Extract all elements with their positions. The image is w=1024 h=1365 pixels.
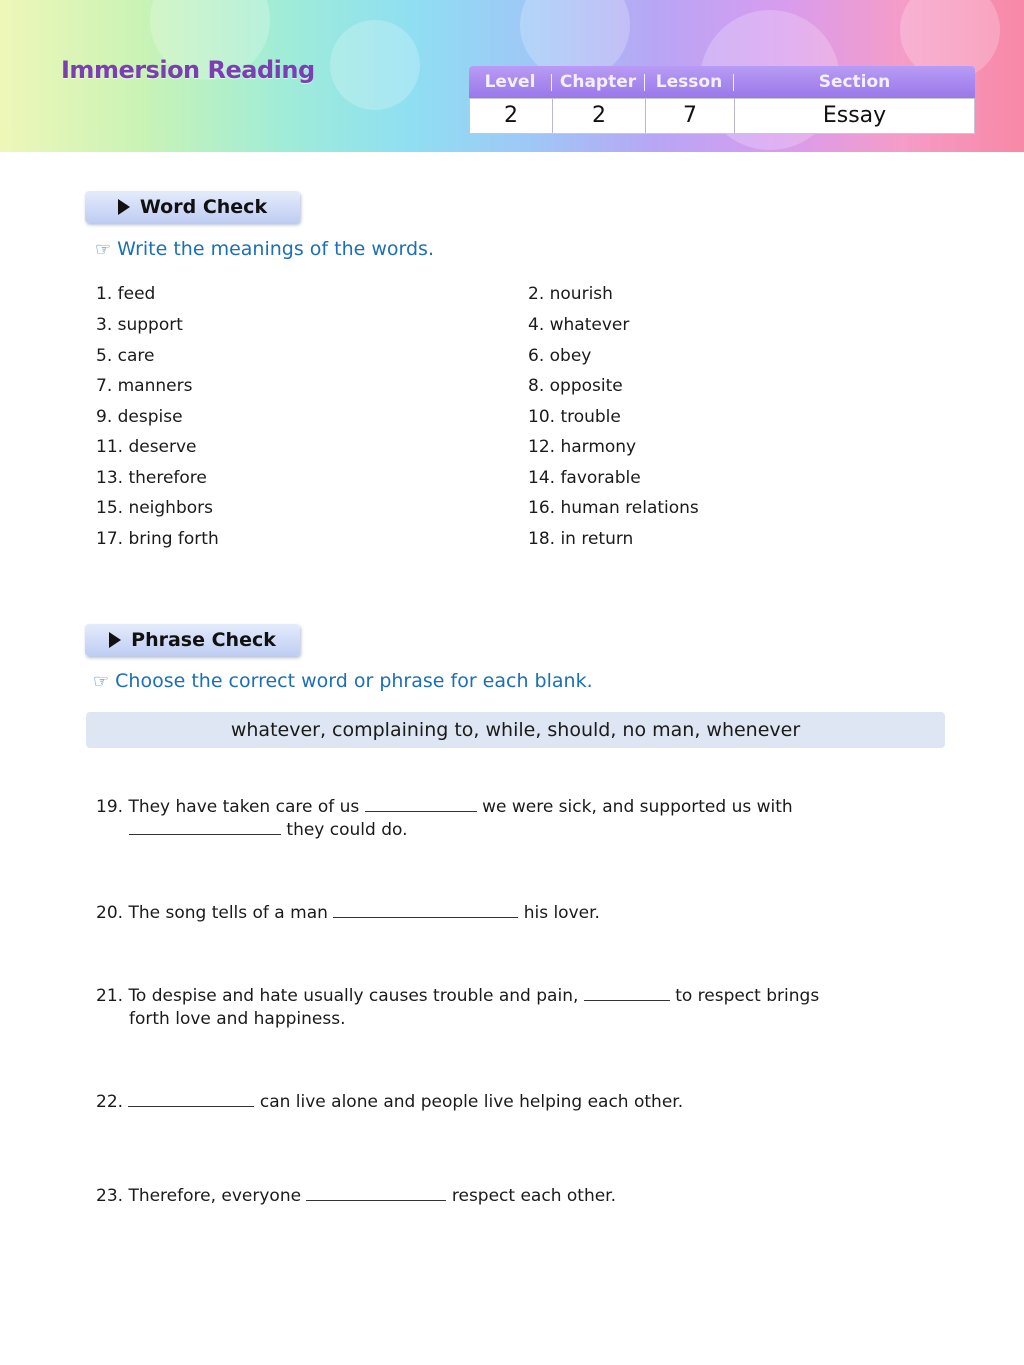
- vocab-item: 9. despise: [96, 407, 183, 427]
- question-19: [96, 796, 793, 842]
- vocab-item: 14. favorable: [528, 468, 641, 488]
- phrase-check-instruction-text: Choose the correct word or phrase for each blank.: [115, 670, 593, 692]
- phrase-check-heading: [85, 624, 300, 656]
- decor-bubble: [330, 20, 420, 110]
- question-21: [96, 985, 819, 1031]
- word-bank: whatever, complaining to, while, should, no man, whenever: [86, 712, 945, 748]
- lesson-info-header: [469, 66, 975, 98]
- vocab-item: 7. manners: [96, 376, 193, 396]
- vocab-item: 6. obey: [528, 346, 592, 366]
- vocab-item: 16. human relations: [528, 498, 699, 518]
- question-text: we were sick, and supported us with: [482, 797, 793, 817]
- brand-title: Immersion Reading: [61, 56, 315, 84]
- vocab-item: 17. bring forth: [96, 529, 219, 549]
- phrase-check-title: Phrase Check: [131, 629, 276, 651]
- word-check-title: Word Check: [139, 196, 268, 218]
- chapter-header: Chapter: [559, 72, 637, 92]
- lesson-info-table: [469, 66, 975, 134]
- play-triangle-icon: [109, 632, 121, 648]
- question-text: can live alone and people live helping each other.: [259, 1092, 684, 1112]
- level-value: 2: [504, 103, 518, 128]
- word-check-instruction-text: Write the meanings of the words.: [117, 238, 434, 260]
- question-text: 22.: [96, 1092, 124, 1112]
- question-text: to respect brings: [675, 986, 820, 1006]
- question-text: 20. The song tells of a man: [96, 903, 328, 923]
- lesson-info-values: [469, 98, 975, 134]
- vocab-item: 5. care: [96, 346, 155, 366]
- vocab-item: 11. deserve: [96, 437, 197, 457]
- answer-blank[interactable]: [584, 986, 670, 1001]
- vocab-item: 18. in return: [528, 529, 634, 549]
- question-continuation: [96, 819, 793, 842]
- phrase-check-instruction: [93, 670, 593, 692]
- question-text: they could do.: [286, 820, 408, 840]
- lesson-header: Lesson: [655, 72, 723, 92]
- pointing-hand-icon: ☞: [95, 239, 112, 260]
- vocab-item: 4. whatever: [528, 315, 630, 335]
- question-text: respect each other.: [451, 1186, 617, 1206]
- vocab-item: 12. harmony: [528, 437, 637, 457]
- word-check-instruction: [95, 238, 434, 260]
- question-text: his lover.: [523, 903, 600, 923]
- word-check-heading: [85, 191, 300, 223]
- question-continuation: forth love and happiness.: [129, 1009, 346, 1029]
- play-triangle-icon: [118, 199, 130, 215]
- vocab-item: 8. opposite: [528, 376, 623, 396]
- question-22: [96, 1091, 683, 1114]
- question-23: [96, 1185, 616, 1208]
- vocab-item: 15. neighbors: [96, 498, 213, 518]
- level-header: Level: [484, 72, 536, 92]
- answer-blank[interactable]: [306, 1186, 446, 1201]
- answer-blank[interactable]: [129, 820, 281, 835]
- section-header: Section: [818, 72, 891, 92]
- question-text: 21. To despise and hate usually causes trouble and pain,: [96, 986, 579, 1006]
- pointing-hand-icon: ☞: [93, 671, 110, 692]
- lesson-value: 7: [683, 103, 697, 128]
- question-text: 19. They have taken care of us: [96, 797, 360, 817]
- header-banner: [0, 0, 1024, 152]
- question-20: [96, 902, 600, 925]
- answer-blank[interactable]: [365, 797, 477, 812]
- answer-blank[interactable]: [128, 1092, 254, 1107]
- question-text: 23. Therefore, everyone: [96, 1186, 302, 1206]
- chapter-value: 2: [592, 103, 606, 128]
- vocab-item: 1. feed: [96, 284, 156, 304]
- vocab-item: 13. therefore: [96, 468, 207, 488]
- vocab-item: 3. support: [96, 315, 183, 335]
- vocab-item: 10. trouble: [528, 407, 621, 427]
- section-value: Essay: [822, 103, 887, 128]
- answer-blank[interactable]: [333, 903, 518, 918]
- vocab-item: 2. nourish: [528, 284, 613, 304]
